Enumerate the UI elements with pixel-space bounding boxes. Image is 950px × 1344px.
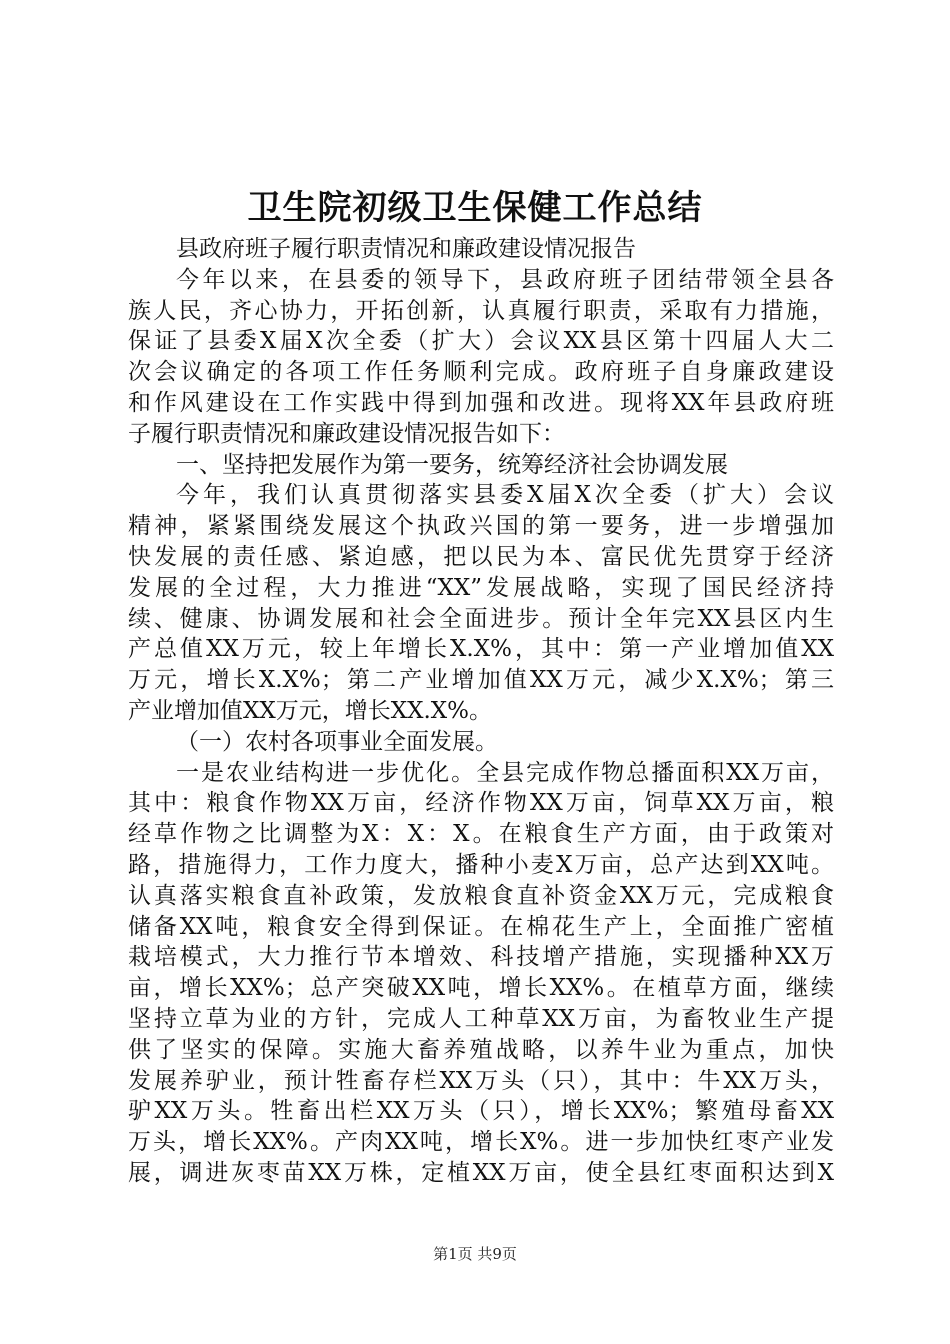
paragraph-line: 驴XX万头。牲畜出栏XX万头（只），增长XX%；繁殖母畜XX <box>128 1098 834 1125</box>
paragraph-line: 栽培模式，大力推行节本增效、科技增产措施，实现播种XX万 <box>128 944 834 971</box>
paragraph-line: 发展养驴业，预计牲畜存栏XX万头（只），其中：牛XX万头， <box>128 1067 834 1094</box>
paragraph-line: 子履行职责情况和廉政建设情况报告如下： <box>128 420 565 447</box>
document-body <box>128 234 834 1189</box>
paragraph-line: 次会议确定的各项工作任务顺利完成。政府班子自身廉政建设 <box>128 359 834 386</box>
paragraph-line: 快发展的责任感、紧迫感，把以民为本、富民优先贯穿于经济 <box>128 543 834 570</box>
paragraph-line: 保证了县委X届X次全委（扩大）会议XX县区第十四届人大二 <box>128 328 834 355</box>
page-footer: 第1页 共9页 <box>433 1245 517 1263</box>
paragraph-line: 坚持立草为业的方针，完成人工种草XX万亩，为畜牧业生产提 <box>128 1005 834 1032</box>
paragraph-line: 万元，增长X.X%；第二产业增加值XX万元，减少X.X%；第三 <box>128 667 834 694</box>
paragraph-line: 一是农业结构进一步优化。全县完成作物总播面积XX万亩， <box>176 759 834 786</box>
document-title: 卫生院初级卫生保健工作总结 <box>247 188 703 228</box>
paragraph-line: 供了坚实的保障。实施大畜养殖战略，以养牛业为重点，加快 <box>128 1036 834 1063</box>
paragraph-line: （一）农村各项事业全面发展。 <box>176 728 498 755</box>
paragraph-line: 产业增加值XX万元，增长XX.X%。 <box>128 697 493 724</box>
paragraph-line: 展，调进灰枣苗XX万株，定植XX万亩，使全县红枣面积达到X <box>128 1159 834 1186</box>
paragraph-line: 续、健康、协调发展和社会全面进步。预计全年完XX县区内生 <box>128 605 834 632</box>
paragraph-line: 和作风建设在工作实践中得到加强和改进。现将XX年县政府班 <box>128 389 834 416</box>
paragraph-line: 路，措施得力，工作力度大，播种小麦X万亩，总产达到XX吨。 <box>128 851 834 878</box>
paragraph-line: 认真落实粮食直补政策，发放粮食直补资金XX万元，完成粮食 <box>128 882 834 909</box>
paragraph-line: 一、坚持把发展作为第一要务，统筹经济社会协调发展 <box>176 451 728 478</box>
paragraph-line: 其中：粮食作物XX万亩，经济作物XX万亩，饲草XX万亩，粮 <box>128 790 834 817</box>
paragraph-line: 族人民，齐心协力，开拓创新，认真履行职责，采取有力措施， <box>128 297 834 324</box>
paragraph-line: 发展的全过程，大力推进“XX”发展战略，实现了国民经济持 <box>128 574 834 601</box>
paragraph-line: 精神，紧紧围绕发展这个执政兴国的第一要务，进一步增强加 <box>128 513 834 540</box>
paragraph-line: 今年以来，在县委的领导下，县政府班子团结带领全县各 <box>176 266 834 293</box>
paragraph-line: 亩，增长XX%；总产突破XX吨，增长XX%。在植草方面，继续 <box>128 975 834 1002</box>
paragraph-line: 万头，增长XX%。产肉XX吨，增长X%。进一步加快红枣产业发 <box>128 1129 834 1156</box>
paragraph-line: 经草作物之比调整为X：X：X。在粮食生产方面，由于政策对 <box>128 821 834 848</box>
paragraph-line: 储备XX吨，粮食安全得到保证。在棉花生产上，全面推广密植 <box>128 913 834 940</box>
paragraph-line: 今年，我们认真贯彻落实县委X届X次全委（扩大）会议 <box>176 482 834 509</box>
paragraph-line: 县政府班子履行职责情况和廉政建设情况报告 <box>176 236 636 262</box>
paragraph-line: 产总值XX万元，较上年增长X.X%，其中：第一产业增加值XX <box>128 636 834 663</box>
